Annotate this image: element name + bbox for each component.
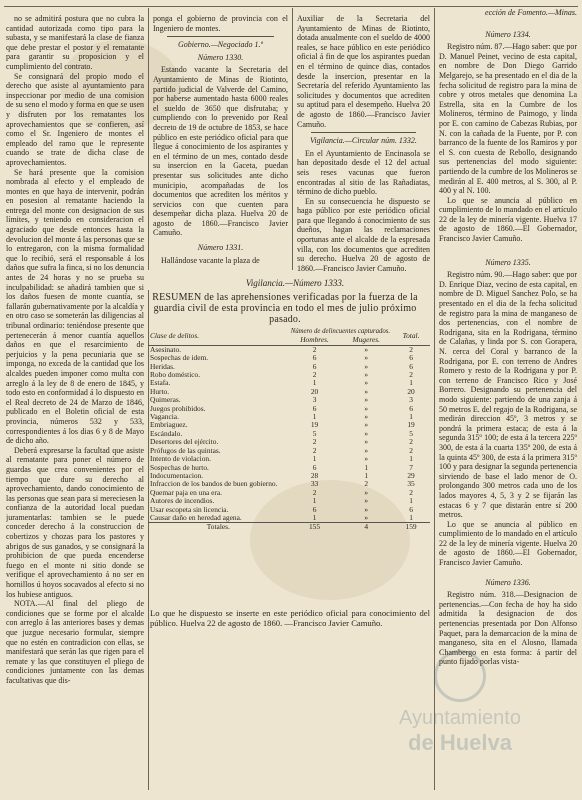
archive-watermark bbox=[340, 650, 580, 760]
crime-type-cell: Intento de violacion. bbox=[150, 455, 211, 464]
count-cell: 6 bbox=[409, 354, 413, 363]
count-cell: » bbox=[364, 455, 369, 464]
count-cell: » bbox=[364, 446, 369, 455]
count-cell: » bbox=[364, 429, 369, 438]
count-cell: 6 bbox=[312, 463, 317, 472]
vigilancia-footer: Lo que he dispuesto se inserte en este periódico oficial para conocimiento del público. Huelva 22 de agosto de 1860. —Francisco Javier Camuño. bbox=[150, 608, 430, 628]
table-row bbox=[148, 480, 430, 488]
col1-paragraph: Se consignará del propio modo el derecho que asiste al ayuntamiento para inspeccionar por medio de una comision de su seno el modo y forma en que se usen y disfruten por los rematantes los aprovechamientos que se confieren, así como el Sr. Ingeniero de montes el empleado del ramo que le represente cuando se trate de dicha clase de aprovechamientos. bbox=[6, 71, 144, 167]
count-cell: 2 bbox=[312, 488, 317, 497]
notice-text: Lo que se anuncia al público en cumplimiento de lo mandado en el artículo 22 de la ley de minería vigente. Huelva 20 de agosto de 1860.—El Gobernador, Francisco Javier Camuño. bbox=[439, 519, 577, 568]
count-cell: 6 bbox=[312, 354, 317, 363]
count-cell: 2 bbox=[409, 438, 413, 447]
notice-text: Registro núm. 318.—Designacion de pertenencias.—Con fecha de hoy ha sido admitida la designacion de dos pertenencias presentada por Don Alfonso Paquet, para la demarcacion de la mina de manganeso, sita en el Alosno, llamada Chambergo en esta forma: á partir del punto fijado porlas vista- bbox=[439, 590, 577, 667]
total-cell: 159 bbox=[392, 523, 430, 532]
vigilancia-title: Vigilancia.—Número 1333. bbox=[245, 278, 345, 288]
count-cell: 1 bbox=[312, 513, 317, 522]
crime-type-cell: Autores de incendios. bbox=[150, 497, 215, 506]
count-cell: 1 bbox=[409, 497, 413, 506]
table-header: Mugeres. bbox=[340, 336, 392, 345]
crime-type-cell: Desertores del ejército. bbox=[150, 438, 219, 447]
total-cell: 155 bbox=[289, 523, 341, 532]
count-cell: 7 bbox=[409, 463, 413, 472]
crime-type-cell: Estafa. bbox=[150, 379, 171, 388]
count-cell: 1 bbox=[409, 455, 413, 464]
notice-text: Hallándose vacante la plaza de bbox=[161, 255, 260, 265]
count-cell: 1 bbox=[364, 463, 369, 472]
count-cell: » bbox=[364, 421, 369, 430]
table-row bbox=[148, 455, 430, 463]
crime-type-cell: Vagancia. bbox=[150, 413, 179, 422]
crime-type-cell: Quemar paja en una era. bbox=[150, 488, 223, 497]
count-cell: 5 bbox=[312, 429, 317, 438]
count-cell: » bbox=[364, 371, 369, 380]
crime-type-cell: Hurto. bbox=[150, 387, 170, 396]
divider bbox=[311, 132, 416, 133]
table-row bbox=[148, 489, 430, 497]
column-3 bbox=[297, 14, 430, 276]
crime-type-cell: Infraccion de los bandos de buen gobierno. bbox=[150, 480, 278, 489]
count-cell: 1 bbox=[409, 413, 413, 422]
top-rule bbox=[4, 6, 578, 7]
count-cell: 33 bbox=[310, 480, 319, 489]
table-row bbox=[148, 345, 430, 354]
count-cell: 20 bbox=[310, 387, 319, 396]
table-row bbox=[148, 438, 430, 446]
crime-type-cell: Heridas. bbox=[150, 362, 175, 371]
table-row bbox=[148, 447, 430, 455]
table-row bbox=[148, 421, 430, 429]
table-row bbox=[148, 379, 430, 387]
section-heading: Vigilancia.—Circular núm. 1332. bbox=[310, 136, 417, 146]
table-group-header: Número de delincuentes capturados. bbox=[290, 328, 391, 335]
notice-text: Registro núm. 90.—Hago saber: que por D. Enrique Diaz, vecino de esta capital, en nombre de D. Miguel Sanchez Polo, se ha presentado en el dia de la fecha solicitud de registro para la mina de manganeso de dos pertenencias, con el nombre de Rodrigana, sita en la Rodrigana, término de Calañas, y linda por S. con Gorapera, N. cerca del Coral y barranco de la Rodrigana, por E. con terreno de Andres Romero y resto de la Rodrigana y por P. con terreno de Francisco Rico y José Borrero. Designando su pertenencia del modo siguiente: partiendo de una zanja á 50 metros E. del regajo de la Rodrigana, se medirán direccion 45º, 3 metros y se pondrá la primera estaca; de esta á la segunda 315º 100; de esta á la tercera 225º 300, de esta á la cuarta 135º 200, de esta á la quinta 45º 300, de esta á la primera 315º 100 y para designar la segunda pertenencia sirviendo de base el lado menor de O. prolongando 300 metros cada uno de los lados mayores 4, 5, 3 y 2 se fijarán las estacas 6 y 7 que distarán entre sí 200 metros. bbox=[439, 270, 577, 520]
table-row bbox=[148, 363, 430, 371]
total-cell: 4 bbox=[340, 523, 392, 532]
count-cell: » bbox=[364, 438, 369, 447]
notice-number: Número 1334. bbox=[485, 29, 531, 39]
crime-type-cell: Causar daño en heredad agena. bbox=[150, 513, 242, 522]
count-cell: » bbox=[364, 413, 369, 422]
count-cell: » bbox=[364, 404, 369, 413]
col1-paragraph: no se admitirá postura que no cubra la cantidad autorizada como tipo para la subasta, y se manifestará la clase de fianza que debe prestar el postor y el rematante para garantir su proposicion y el cumplimiento del contrato. bbox=[6, 14, 144, 71]
vigilancia-heading: RESUMEN de las aprehensiones verificadas por la fuerza de la guardia civil de esta provincia en todo el mes de julio próximo pasado. bbox=[152, 292, 418, 325]
count-cell: » bbox=[364, 379, 369, 388]
count-cell: 2 bbox=[312, 446, 317, 455]
count-cell: » bbox=[364, 362, 369, 371]
count-cell: 28 bbox=[310, 471, 319, 480]
crime-type-cell: Embriaguez. bbox=[150, 421, 188, 430]
notice-number: Número 1335. bbox=[485, 257, 531, 267]
count-cell: 3 bbox=[312, 396, 317, 405]
column-rule bbox=[292, 8, 293, 270]
col1-paragraph: Se hará presente que la comision nombrada al efecto y el empleado de montes en que haya de intervenir, podrán en posesion al rematante haciendo la entrega del monte con designacion de sus límites, y teniendo en consideracion el agraciado que desde entonces hasta la devolucion del monte á las personas que se lo entregaron, con la misma formalidad que lo recibió, será el responsable á los daños que sufra la finca, si no los denuncia antes de 24 horas y no se prueba su inculpabilidad: se añadirá tambien que si los daños fuesen de monte cuantía, se fallarán gubernativamente por la alcaldía y en otro caso se someterán las diligencias al tribunal ordinario: teniéndose presente que pertenecerán á menor cuantía aquellos daños en que el resarcimiento de perjuicios y la pena pecuniaria que se imponga, no exceda de la cantidad que los alcaldes pueden imponer como multa con arreglo á la ley de 8 de enero de 1845, y todo esto en conformidad á lo dispuesto en el Real decreto de 24 de Marzo de 1846, publicado en el Boletin oficial de esta provincia, números 532 y 533, correspondientes á los dias 6 y 8 de Mayo de dicho año. bbox=[6, 167, 144, 446]
crime-type-cell: Sospechas de hurto. bbox=[150, 463, 209, 472]
table-row bbox=[148, 497, 430, 505]
count-cell: 2 bbox=[312, 345, 317, 354]
crime-type-cell: Usar escopeta sin licencia. bbox=[150, 505, 229, 514]
watermark-line: Ayuntamiento bbox=[399, 707, 521, 729]
count-cell: 1 bbox=[409, 379, 413, 388]
col2-top-text: ponga el gobierno de provincia con el Ingeniero de montes. bbox=[153, 14, 288, 33]
section-heading: Gobierno.—Negociado 1.º bbox=[178, 40, 263, 50]
column-1 bbox=[6, 14, 144, 796]
count-cell: 20 bbox=[407, 387, 415, 396]
table-row bbox=[148, 514, 430, 523]
count-cell: 6 bbox=[409, 362, 413, 371]
crime-type-cell: Prófugos de las quintas. bbox=[150, 446, 221, 455]
count-cell: » bbox=[364, 345, 369, 354]
table-header: Clase de delitos. bbox=[148, 328, 289, 345]
table-row bbox=[148, 506, 430, 514]
section-header: ección de Fomento.—Minas. bbox=[485, 8, 577, 17]
count-cell: » bbox=[364, 354, 369, 363]
table-row bbox=[148, 464, 430, 472]
count-cell: » bbox=[364, 387, 369, 396]
column-2 bbox=[153, 14, 288, 276]
col1-paragraph: NOTA.—Al final del pliego de condiciones que se forme por el alcalde con arreglo á las anteriores bases y demas que juzgue necesario formular, siempre que no estén en contradicion con ellas, se manifestará que serán las que rigen para el remate y las que constituyen el pliego de condiciones juntamente con las demas facultativas que dis- bbox=[6, 599, 144, 685]
count-cell: 6 bbox=[409, 404, 413, 413]
count-cell: 6 bbox=[312, 362, 317, 371]
count-cell: » bbox=[364, 513, 369, 522]
notice-text: Estando vacante la Secretaria del Ayuntamiento de Minas de Riotinto, partido judicial de Valverde del Camino, por haberse aumentado hasta 6000 reales el sueldo de 3650 que disfrutaba; y cumpliendo con lo prevenido por Real decreto de 19 de octubre de 1853, se hace público en este periódico oficial para que llegue á conocimiento de los aspirantes y en el término de un mes, contado desde su insercion en la Gaceta, puedan presentar sus solicitudes ante dicho municipio, acompañadas de los documentos que acrediten los méritos y servicios con que cuenten para desempeñar dicha plaza. Huelva 20 de agosto de 1860.—Francisco Javier Camuño. bbox=[153, 65, 288, 238]
count-cell: 1 bbox=[312, 497, 317, 506]
watermark-line: de Huelva bbox=[408, 730, 512, 755]
count-cell: 5 bbox=[409, 429, 413, 438]
seal-icon bbox=[434, 650, 486, 702]
count-cell: 3 bbox=[409, 396, 413, 405]
table-row bbox=[148, 430, 430, 438]
notice-number: Número 1331. bbox=[197, 243, 244, 253]
table-row bbox=[148, 371, 430, 379]
count-cell: 29 bbox=[407, 471, 415, 480]
count-cell: 19 bbox=[407, 421, 415, 430]
divider bbox=[167, 36, 274, 37]
count-cell: 1 bbox=[312, 455, 317, 464]
crime-type-cell: Escándalo. bbox=[150, 429, 183, 438]
crime-summary-table bbox=[148, 328, 430, 532]
table-row bbox=[148, 388, 430, 396]
notice-text: En su consecuencia he dispuesto se haga público por este periódico oficial para que llegando á conocimiento de sus dueños, hagan las reclamaciones oportunas ante el alcalde de la espresada villa, con los documentos que acrediten su derecho. Huelva 20 de agosto de 1860.—Francisco Javier Camuño. bbox=[297, 196, 430, 273]
table-row bbox=[148, 413, 430, 421]
count-cell: 2 bbox=[409, 371, 413, 380]
notice-number: Número 1336. bbox=[485, 577, 531, 587]
count-cell: 2 bbox=[312, 371, 317, 380]
table-row bbox=[148, 472, 430, 480]
count-cell: » bbox=[364, 497, 369, 506]
count-cell: 2 bbox=[364, 480, 369, 489]
table-total-row bbox=[148, 523, 430, 532]
count-cell: 19 bbox=[310, 421, 319, 430]
column-rule bbox=[148, 8, 149, 270]
crime-type-cell: Indocumentacion. bbox=[150, 471, 204, 480]
count-cell: » bbox=[364, 396, 369, 405]
col1-paragraph: Deberá expresarse la facultad que asiste al rematante para poner el número de guardas que crea convenientes por el tiempo que dure su derecho al aprovechamiento, dando conocimiento de las personas que sean para si mereciesen la confianza de la autoridad local puedan juramentarlas: tambien se le puede conceder derecho á la construccion de cobertizos y chozas para los pastores y abrigos de sus ganados, y se consignará la prohibicion de que pueda encenderse fuego en el monte ni sitio donde se verifique el aprovechamiento á no ser en hornillos ú hoyos socavados al efecto si no los hubiese antiguos. bbox=[6, 445, 144, 599]
count-cell: 6 bbox=[409, 505, 413, 514]
table-row bbox=[148, 354, 430, 362]
table-header: Hombres. bbox=[289, 336, 341, 345]
notice-text: Registro núm. 87.—Hago saber: que por D. Manuel Peinet, vecino de esta capital, en nombre de Don Diego Garrido Melgarejo, se ha presentado en el dia de la fecha solicitud de registro para la mina de cobre y otros metales que denomina La Estrella, sita en la Cumbre de los Molineros, término de Paimogo, y linda por E. con camino de Cabezas Rubias, por N. con la cañada de la Fuente, por P. con barranco de la fuente de los Ramiros y por el S. con cuesta de Rebollo, designando sus pertenencias del modo siguiente: partiendo de la cumbre de los Molineros se medirán al E. 400 metros, al S. 300, al P. 400 y al N. 100. bbox=[439, 42, 577, 196]
table-row bbox=[148, 405, 430, 413]
count-cell: 6 bbox=[312, 505, 317, 514]
notice-text: En el Ayuntamiento de Encinasola se han depositado desde el 12 del actual seis reses vacunas que fueron encontradas al sitio de las Rañadiatas, término de dicho pueblo. bbox=[297, 148, 430, 197]
crime-type-cell: Sospechas de idem. bbox=[150, 354, 209, 363]
count-cell: 1 bbox=[312, 379, 317, 388]
count-cell: 1 bbox=[364, 471, 369, 480]
total-label: Totales. bbox=[148, 523, 289, 532]
count-cell: 1 bbox=[312, 413, 317, 422]
crime-type-cell: Asesinato. bbox=[150, 345, 181, 354]
table-row bbox=[148, 396, 430, 404]
notice-text: Auxiliar de la Secretaria del Ayuntamiento de Minas de Riotinto, dotada anualmente con el sueldo de 4000 reales, se hace público en este periódico oficial á fin de que los aspirantes puedan en el término de quince dias, contados desde la insercion, presentar en la Secretaría del referido Ayuntamiento las solicitudes y documentos que acrediten su aptitud para el desempeño. Huelva 20 de agosto de 1860.—Francisco Javier Camuño. bbox=[297, 14, 430, 129]
count-cell: 35 bbox=[407, 480, 415, 489]
notice-text: Lo que se anuncia al público en cumplimiento de lo mandado en el artículo 22 de la ley de minería vigente. Huelva 17 de agosto de 1860.—El Gobernador, Francisco Javier Camuño. bbox=[439, 195, 577, 244]
count-cell: 1 bbox=[409, 513, 413, 522]
crime-type-cell: Robo doméstico. bbox=[150, 371, 201, 380]
count-cell: 2 bbox=[409, 345, 413, 354]
count-cell: » bbox=[364, 505, 369, 514]
table-header: Total. bbox=[392, 328, 430, 345]
count-cell: » bbox=[364, 488, 369, 497]
count-cell: 6 bbox=[312, 404, 317, 413]
table-body bbox=[148, 345, 430, 523]
crime-type-cell: Quimeras. bbox=[150, 396, 181, 405]
count-cell: 2 bbox=[312, 438, 317, 447]
count-cell: 2 bbox=[409, 488, 413, 497]
count-cell: 2 bbox=[409, 446, 413, 455]
crime-type-cell: Juegos prohibidos. bbox=[150, 404, 206, 413]
notice-number: Número 1330. bbox=[197, 52, 244, 62]
